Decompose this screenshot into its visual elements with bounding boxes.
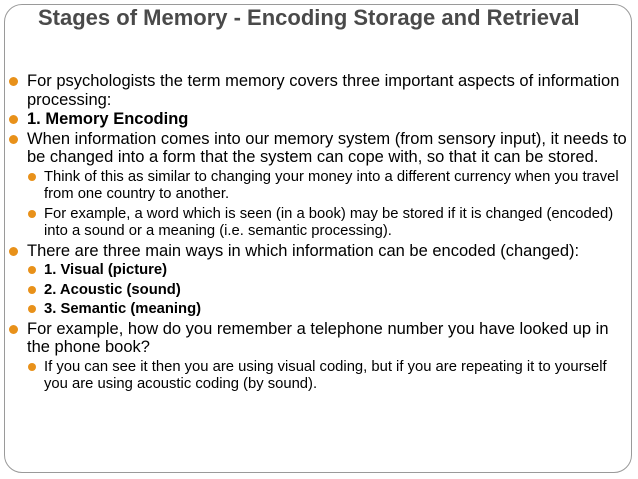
bullet-icon [9, 115, 18, 124]
bullet-icon [9, 77, 18, 86]
list-item-text: For example, a word which is seen (in a book) may be stored if it is changed (encoded) into a sound or a meaning (i.e. semantic processing). [44, 205, 614, 239]
sub-list-item [28, 206, 629, 241]
bullet-icon [28, 210, 36, 218]
list-item-text: If you can see it then you are using visual coding, but if you are repeating it to yourself you are using acoustic coding (by sound). [44, 358, 607, 392]
bullet-icon [9, 247, 18, 256]
sub-list-item [28, 169, 629, 204]
sub-list-item [28, 359, 629, 394]
list-item-text: For psychologists the term memory covers three important aspects of information processing: [27, 72, 620, 109]
list-item [9, 130, 629, 167]
list-item [9, 72, 629, 109]
sub-list-item [28, 282, 629, 300]
bullet-icon [28, 305, 36, 313]
list-item-text: There are three main ways in which information can be encoded (changed): [27, 241, 580, 260]
bullet-icon [9, 135, 18, 144]
sub-list-item [28, 262, 629, 280]
list-item-text: When information comes into our memory system (from sensory input), it needs to be changed into a form that the system can cope with, so that it can be stored. [27, 129, 627, 166]
bullet-icon [28, 363, 36, 371]
slide-title: Stages of Memory - Encoding Storage and Retrieval [38, 5, 580, 30]
sub-list-item [28, 301, 629, 319]
bullet-list [9, 72, 629, 394]
list-item-text: 1. Memory Encoding [27, 110, 189, 128]
list-item-text: Think of this as similar to changing your money into a different currency when you travel from one country to another. [44, 168, 619, 202]
list-item [9, 110, 629, 129]
bullet-icon [9, 325, 18, 334]
list-item-text: 3. Semantic (meaning) [44, 301, 202, 317]
list-item [9, 242, 629, 261]
bullet-icon [28, 286, 36, 294]
list-item-text: For example, how do you remember a telephone number you have looked up in the phone book? [27, 319, 609, 356]
list-item-text: 1. Visual (picture) [44, 262, 168, 278]
list-item-text: 2. Acoustic (sound) [44, 281, 181, 298]
list-item [9, 320, 629, 357]
bullet-icon [28, 266, 36, 274]
bullet-icon [28, 173, 36, 181]
